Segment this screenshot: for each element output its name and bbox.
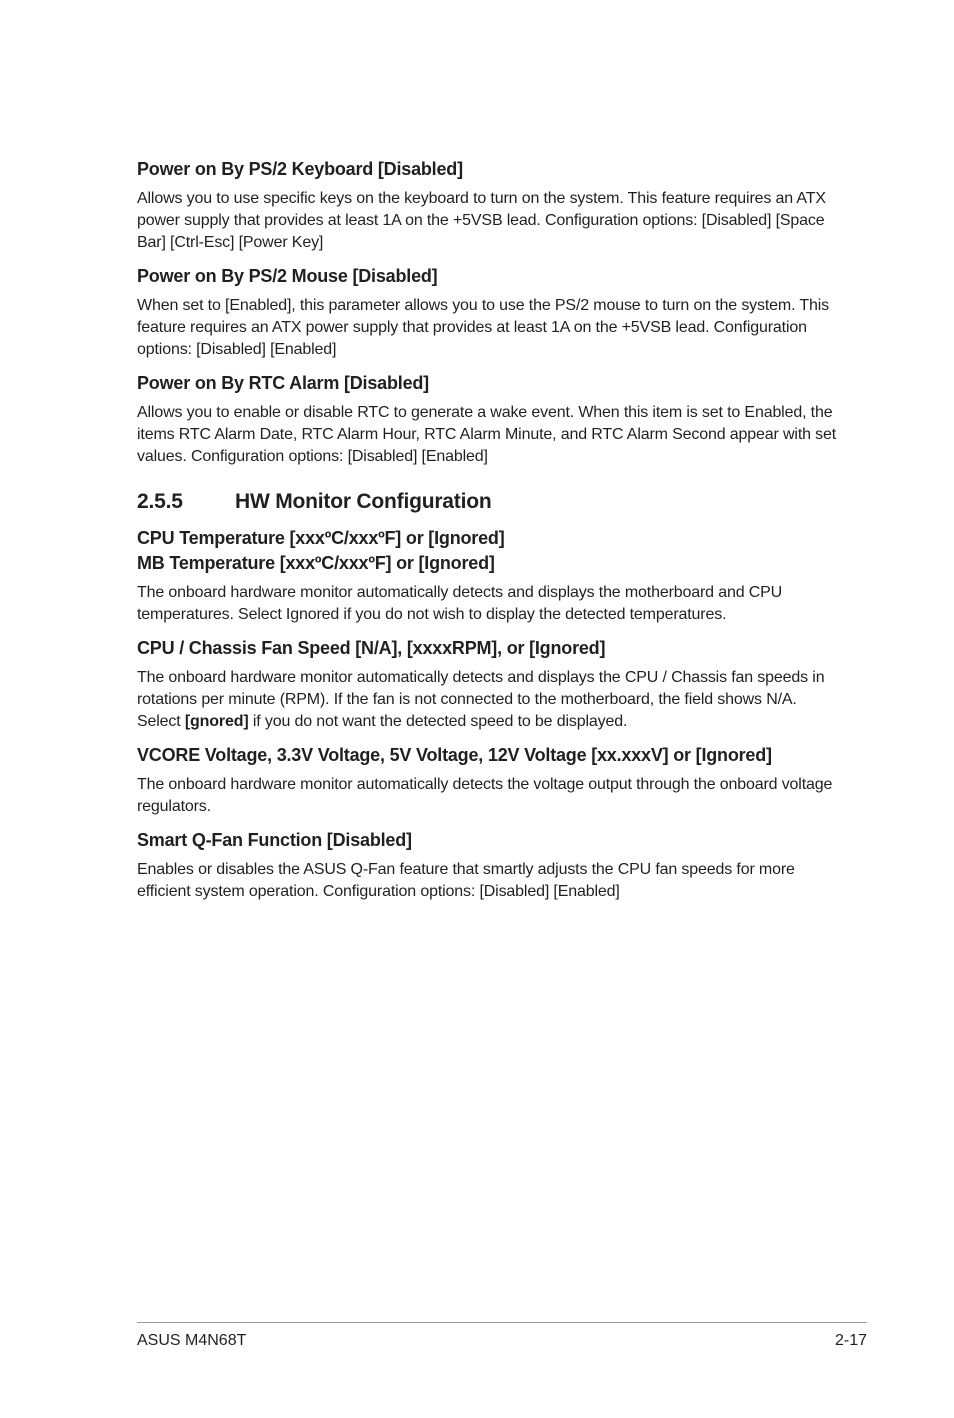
page-content: [137, 157, 837, 913]
item-smart-qfan: [137, 828, 837, 903]
item-heading: VCORE Voltage, 3.3V Voltage, 5V Voltage, 12V Voltage [xx.xxxV] or [Ignored]: [137, 745, 772, 765]
item-heading: CPU / Chassis Fan Speed [N/A], [xxxxRPM], or [Ignored]: [137, 638, 606, 658]
item-heading: Power on By RTC Alarm [Disabled]: [137, 373, 429, 393]
item-voltage: [137, 743, 837, 818]
description-text: The onboard hardware monitor automatically detects and displays the CPU / Chassis fan speeds in rotations per minute (RPM). If the fan is not connected to the motherboard, the field shows N/A. Select: [137, 669, 825, 730]
item-description: When set to [Enabled], this parameter allows you to use the PS/2 mouse to turn on the system. This feature requires an ATX power supply that provides at least 1A on the +5VSB lead. Configuration options: [Disabled] [Enabled]: [137, 297, 830, 358]
section-title: [137, 488, 837, 516]
footer-product-name: ASUS M4N68T: [137, 1332, 247, 1349]
footer-page-number: 2-17: [834, 1332, 867, 1349]
item-ps2-mouse: [137, 264, 837, 361]
item-rtc-alarm: [137, 371, 837, 468]
item-description: The onboard hardware monitor automatically detects and displays the motherboard and CPU temperatures. Select Ignored if you do not wish to display the detected temperatures.: [137, 584, 783, 623]
section-title-text: HW Monitor Configuration: [235, 490, 492, 513]
item-heading: Smart Q-Fan Function [Disabled]: [137, 830, 412, 850]
item-heading: Power on By PS/2 Mouse [Disabled]: [137, 266, 438, 286]
item-fan-speed: [137, 636, 837, 733]
item-description: Enables or disables the ASUS Q-Fan feature that smartly adjusts the CPU fan speeds for more efficient system operation. Configuration options: [Disabled] [Enabled]: [137, 861, 795, 900]
item-description: [137, 667, 837, 733]
description-text: if you do not want the detected speed to be displayed.: [248, 713, 628, 730]
item-description: The onboard hardware monitor automatically detects the voltage output through the onboard voltage regulators.: [137, 776, 833, 815]
item-heading-mb-temperature: MB Temperature [xxxºC/xxxºF] or [Ignored]: [137, 553, 495, 573]
item-ps2-keyboard: [137, 157, 837, 254]
item-description: Allows you to use specific keys on the keyboard to turn on the system. This feature requires an ATX power supply that provides at least 1A on the +5VSB lead. Configuration options: [Disabled] [Space Bar] [Ctrl-Esc] [Power Key]: [137, 190, 826, 251]
footer-divider: [137, 1322, 867, 1323]
item-heading: Power on By PS/2 Keyboard [Disabled]: [137, 159, 463, 179]
item-temperature: [137, 526, 837, 626]
description-emphasis: [gnored]: [184, 713, 249, 730]
item-heading-cpu-temperature: CPU Temperature [xxxºC/xxxºF] or [Ignored]: [137, 528, 505, 548]
item-description: Allows you to enable or disable RTC to generate a wake event. When this item is set to Enabled, the items RTC Alarm Date, RTC Alarm Hour, RTC Alarm Minute, and RTC Alarm Second appear with set values. Configuration options: [Disabled] [Enabled]: [137, 404, 837, 465]
section-number: 2.5.5: [137, 490, 183, 513]
